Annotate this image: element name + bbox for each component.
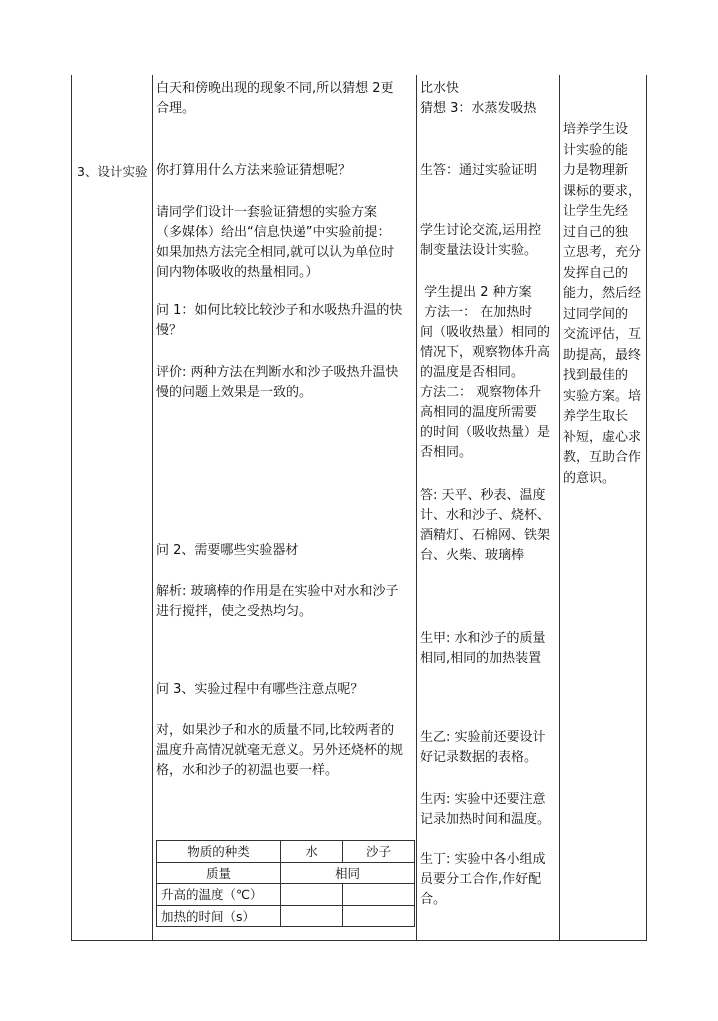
table-header-cell: 物质的种类 (157, 841, 281, 863)
teacher-paragraph-hypothesis: 白天和傍晚出现的现象不同,所以猜想 2更 合理。 (156, 81, 394, 116)
table-cell-empty[interactable] (281, 905, 343, 927)
teacher-activity-cell (152, 75, 416, 941)
teacher-evaluation: 评价: 两种方法在判断水和沙子吸热升温快 慢的问题上效果是一致的。 (156, 365, 399, 400)
teacher-question-1: 问 1：如何比较比较沙子和水吸热升温的快 慢？ (156, 303, 403, 338)
student-c-answer: 生丙: 实验中还要注意 记录加热时间和温度。 (420, 792, 551, 827)
table-cell-empty[interactable] (343, 905, 415, 927)
stage-label: 3、设计实验 (77, 164, 148, 179)
student-b-answer: 生乙: 实验前还要设计 好记录数据的表格。 (420, 730, 546, 765)
design-purpose-cell (559, 75, 647, 941)
teacher-question-3: 问 3、实验过程中有哪些注意点呢？ (156, 682, 364, 697)
table-row (157, 841, 415, 863)
table-header-cell: 水 (281, 841, 343, 863)
student-hypothesis-3: 比水快 猜想 3：水蒸发吸热 (420, 81, 537, 116)
teacher-analysis: 解析: 玻璃棒的作用是在实验中对水和沙子 进行搅拌，使之受热均匀。 (156, 584, 399, 619)
stage-cell (71, 75, 152, 941)
student-a-answer: 生甲: 水和沙子的质量 相同,相同的加热装置 (420, 631, 546, 666)
teacher-answer-notes: 对，如果沙子和水的质量不同,比较两者的 温度升高情况就毫无意义。另外还烧杯的规 格，水和沙子的初温也要一样。 (156, 723, 404, 778)
table-row (157, 862, 415, 884)
teacher-paragraph-design: 请同学们设计一套验证猜想的实验方案 （多媒体）给出“信息快递”中实验前提： 如果加热方法完全相同,就可以认为单位时 间内物体吸收的热量相同。） (156, 205, 395, 280)
student-activity-cell (416, 75, 559, 941)
experiment-record-table (156, 840, 415, 927)
student-answer-method: 生答：通过实验证明 (420, 163, 538, 178)
table-cell: 质量 (157, 862, 281, 884)
table-cell-empty[interactable] (281, 884, 343, 906)
student-equipment-list: 答: 天平、秒表、温度 计、水和沙子、烧杯、 酒精灯、石棉网、铁架 台、火柴、玻璃棒 (420, 488, 551, 563)
teacher-question-2: 问 2、需要哪些实验器材 (156, 543, 299, 558)
student-d-answer: 生丁: 实验中各小组成 员要分工合作,作好配 合。 (420, 852, 546, 907)
lesson-plan-table (71, 75, 647, 941)
student-discussion: 学生讨论交流,运用控 制变量法设计实验。 (420, 223, 542, 258)
table-row (157, 884, 415, 906)
table-cell: 相同 (281, 862, 415, 884)
table-header-cell: 沙子 (343, 841, 415, 863)
table-cell-empty[interactable] (343, 884, 415, 906)
student-two-methods: 学生提出 2 种方案 方法一： 在加热时 间（吸收热量）相同的 情况下，观察物体升高 的温度是否相同。 方法二： 观察物体升 高相同的温度所需要 的时间（吸收热量）是 否相同。 (420, 285, 551, 460)
design-purpose-text: 培养学生设 计实验的能 力是物理新 课标的要求， 让学生先经 过自己的独 立思考，充分 发挥自己的 能力，然后经 过同学间的 交流评估，互 助提高，最终 找到最佳的 实验方案。培 养学生取长 补短，虚心求 教，互助合作 的意识。 (563, 122, 642, 486)
table-cell: 升高的温度（℃） (157, 884, 281, 906)
table-cell: 加热的时间（s） (157, 905, 281, 927)
table-row (157, 905, 415, 927)
teacher-question-method: 你打算用什么方法来验证猜想呢？ (156, 163, 352, 178)
